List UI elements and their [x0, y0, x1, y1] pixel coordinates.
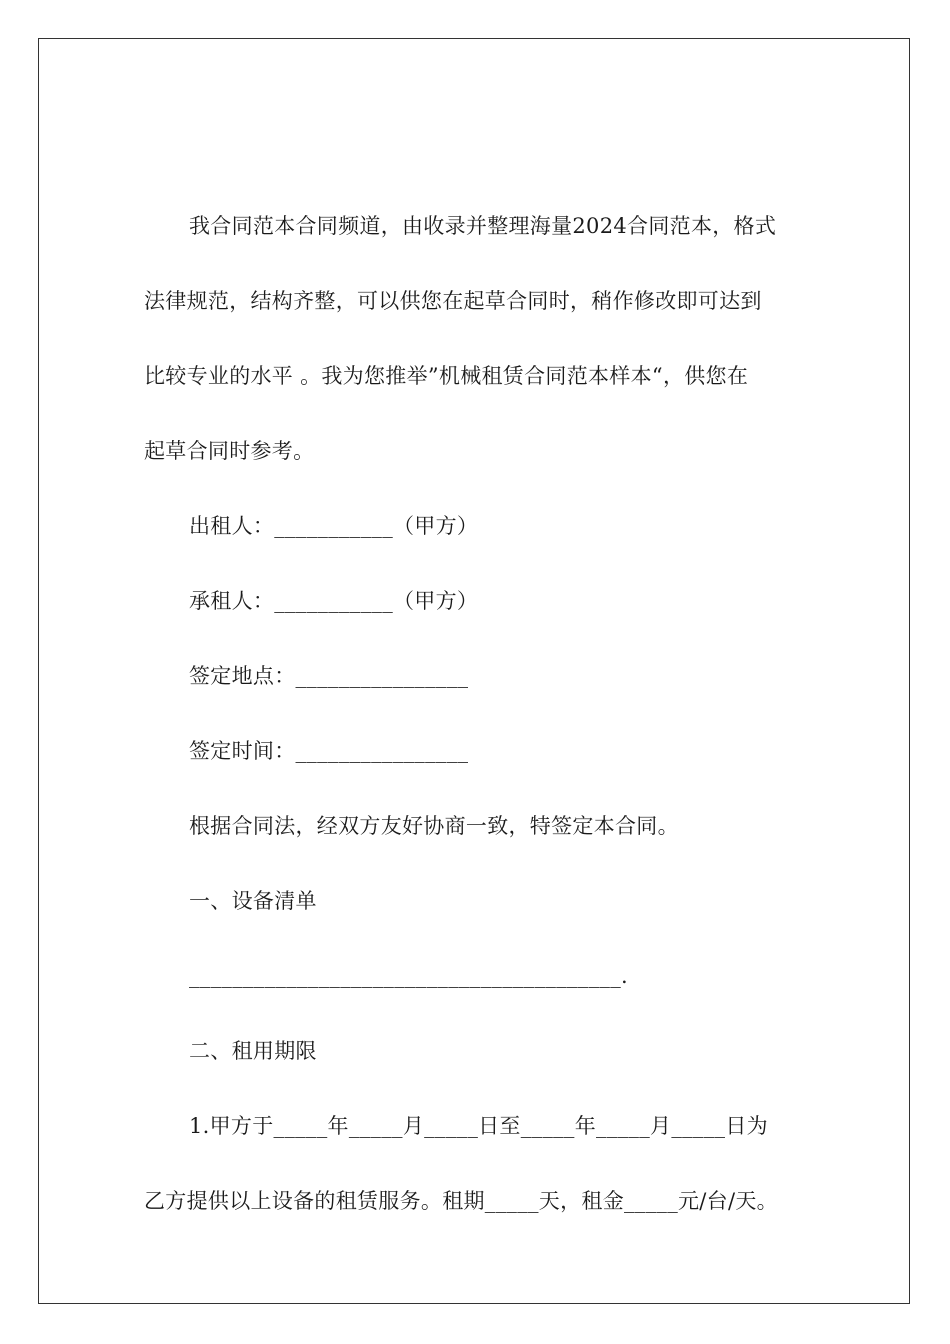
section-2-heading: 二、租用期限 [189, 1039, 317, 1063]
intro-line-1: 我合同范本合同频道，由收录并整理海量2024合同范本，格式 [189, 214, 777, 238]
section-1-heading: 一、设备清单 [189, 889, 317, 913]
signing-time-field: 签定时间：________________ [189, 739, 469, 763]
intro-line-2: 法律规范，结构齐整，可以供您在起草合同时，稍作修改即可达到 [144, 289, 762, 313]
lessor-field: 出租人：___________（甲方） [189, 514, 479, 538]
clause-1-line-2: 乙方提供以上设备的租赁服务。租期_____天，租金_____元/台/天。 [144, 1189, 778, 1213]
equipment-list-blank: ________________________________________. [189, 964, 628, 988]
signing-place-field: 签定地点：________________ [189, 664, 469, 688]
intro-line-3: 比较专业的水平 。我为您推举”机械租赁合同范本样本“，供您在 [144, 364, 749, 388]
intro-line-4: 起草合同时参考。 [144, 439, 315, 463]
clause-1-line-1: 1.甲方于_____年_____月_____日至_____年_____月_____日为 [189, 1114, 768, 1138]
lessee-field: 承租人：___________（甲方） [189, 589, 479, 613]
preamble: 根据合同法，经双方友好协商一致，特签定本合同。 [189, 814, 679, 838]
